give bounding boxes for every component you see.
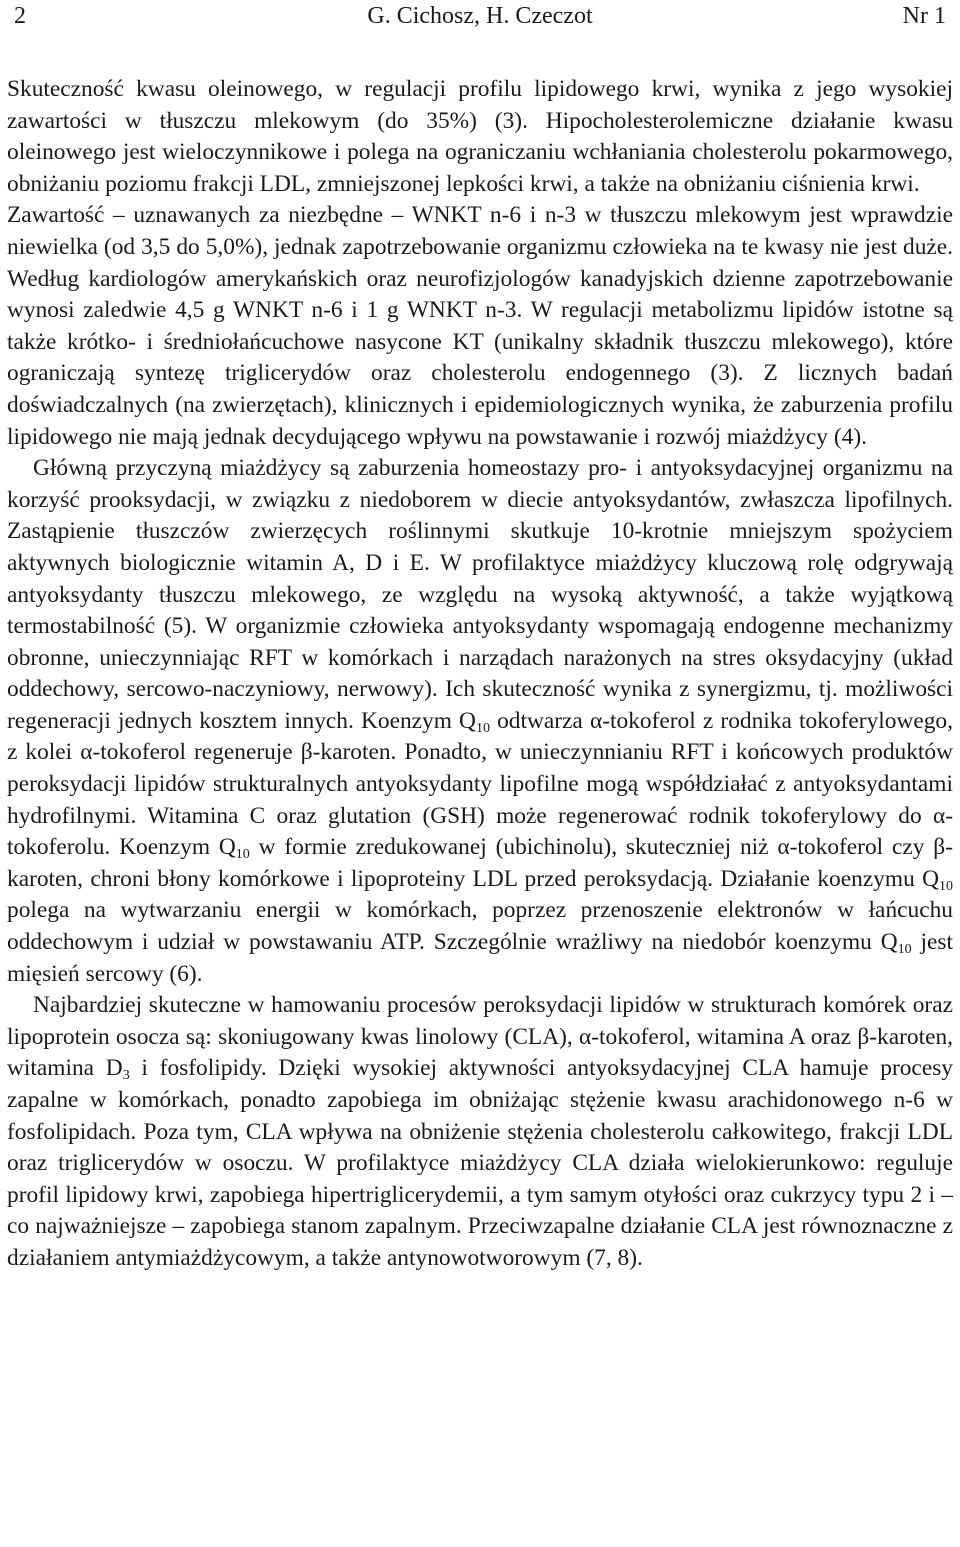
issue-number: Nr 1 <box>902 3 946 29</box>
subscript: 10 <box>235 847 250 863</box>
article-body <box>7 74 953 1275</box>
subscript: 10 <box>939 878 953 894</box>
paragraph: Główną przyczyną miażdżycy są zaburzenia homeostazy pro- i antyoksydacyjnej organizmu na korzyść prooksydacji, w związku z niedoborem w diecie antyoksydantów, zwłaszcza lipofilnych. Zastąpienie tłuszczów zwierzęcych roślinnymi skutkuje 10-krotnie mniejszym spożyciem aktywnych biologicznie witamin A, D i E. W profilaktyce miażdżycy kluczową rolę odgrywają antyoksydanty tłuszczu mlekowego, ze względu na wysoką aktywność, a także wyjątkową termostabilność (5). W organizmie człowieka antyoksydanty wspomagają endogenne mechanizmy obronne, unieczynniając RFT w komórkach i narządach narażonych na stres oksydacyjny (układ oddechowy, sercowo-naczyniowy, nerwowy). Ich skuteczność wynika z synergizmu, tj. możliwości regeneracji jednych kosztem innych. Koenzym $Q_{10}$ odtwarza α-tokoferol z rodnika tokoferylowego, z kolei α-tokoferol regeneruje β-karoten. Ponadto, w unieczynnianiu RFT i końcowych produktów peroksydacji lipidów strukturalnych antyoksydanty lipofilne mogą współdziałać z antyoksydantami hydrofilnymi. Witamina C oraz glutation (GSH) może regenerować rodnik tokoferylowy do α-tokoferolu. Koenzym $Q_{10}$ w formie zredukowanej (ubichinolu), skuteczniej niż α-tokoferol czy β-karoten, chroni błony komórkowe i lipoproteiny LDL przed peroksydacją. Działanie koenzymu $Q_{10}$ polega na wytwarzaniu energii w komórkach, poprzez przenoszenie elektronów w łańcuchu oddechowym i udział w powstawaniu ATP. Szczególnie wrażliwy na niedobór koenzymu $Q_{10}$ jest mięsień sercowy (6). <box>7 455 953 987</box>
running-header <box>7 0 953 40</box>
paragraph: Skuteczność kwasu oleinowego, w regulacji profilu lipidowego krwi, wynika z jego wysokiej zawartości w tłuszczu mlekowym (do 35%) (3). Hipocholesterolemiczne działanie kwasu oleinowego jest wieloczynnikowe i polega na ograniczaniu wchłaniania cholesterolu pokarmowego, obniżaniu poziomu frakcji LDL, zmniejszonej lepkości krwi, a także na obniżaniu ciśnienia krwi. <box>7 76 953 197</box>
running-header-authors: G. Cichosz, H. Czeczot <box>367 3 593 29</box>
subscript: 10 <box>475 720 490 736</box>
subscript: 10 <box>897 942 912 958</box>
paragraph: Najbardziej skuteczne w hamowaniu procesów peroksydacji lipidów w strukturach komórek oraz lipoprotein osocza są: skoniugowany kwas linolowy (CLA), α-tokoferol, witamina A oraz β-karoten, witamina $D_3$ i fosfolipidy. Dzięki wysokiej aktywności antyoksydacyjnej CLA hamuje procesy zapalne w komórkach, ponadto zapobiega im obniżając stężenie kwasu arachidonowego n-6 w fosfolipidach. Poza tym, CLA wpływa na obniżenie stężenia cholesterolu całkowitego, frakcji LDL oraz triglicerydów w osoczu. W profilaktyce miażdżycy CLA działa wielokierunkowo: reguluje profil lipidowy krwi, zapobiega hipertriglicerydemii, a tym samym otyłości oraz cukrzycy typu 2 i – co najważniejsze – zapobiega stanom zapalnym. Przeciwzapalne działanie CLA jest równoznaczne z działaniem antymiażdżycowym, a także antynowotworowym (7, 8). <box>7 992 953 1271</box>
page-number: 2 <box>14 3 26 29</box>
subscript: 3 <box>122 1068 130 1084</box>
paragraph: Zawartość – uznawanych za niezbędne – WNKT n-6 i n-3 w tłuszczu mlekowym jest wprawdzie niewielka (od 3,5 do 5,0%), jednak zapotrzebowanie organizmu człowieka na te kwasy nie jest duże. Według kardiologów amerykańskich oraz neurofizjologów kanadyjskich dzienne zapotrzebowanie wynosi zaledwie 4,5 g WNKT n-6 i 1 g WNKT n-3. W regulacji metabolizmu lipidów istotne są także krótko- i średniołańcuchowe nasycone KT (unikalny składnik tłuszczu mlekowego), które ograniczają syntezę triglicerydów oraz cholesterolu endogennego (3). Z licznych badań doświadczalnych (na zwierzętach), klinicznych i epidemiologicznych wynika, że zaburzenia profilu lipidowego nie mają jednak decydującego wpływu na powstawanie i rozwój miażdżycy (4). <box>7 202 953 450</box>
